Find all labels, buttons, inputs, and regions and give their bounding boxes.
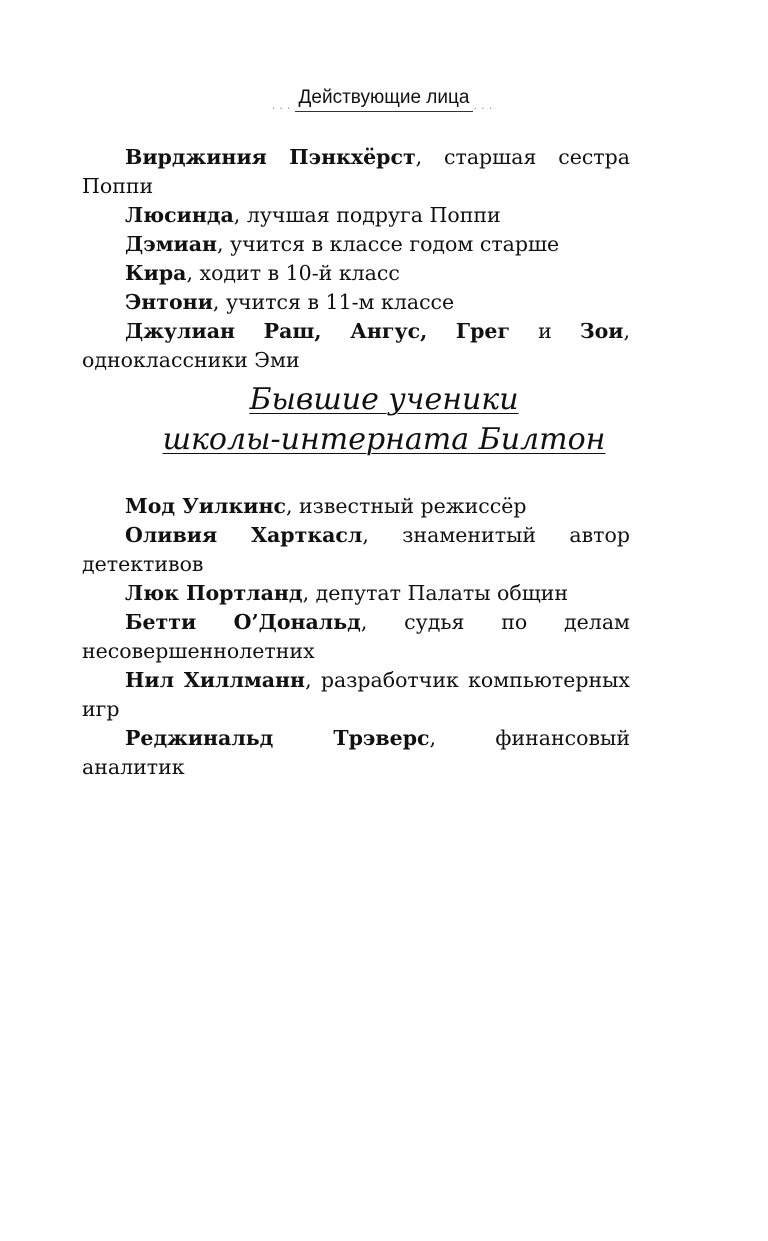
alumni-name: Реджинальд Трэверс: [125, 726, 430, 750]
alumni-description: , знаменитый автор детективов: [82, 523, 630, 576]
alumni-description: , депутат Палаты общин: [302, 581, 569, 605]
character-description: , ходит в 10-й класс: [186, 261, 400, 285]
alumni-name: Нил Хиллманн: [125, 668, 306, 692]
running-head-title: Действующие лица: [295, 86, 474, 112]
cast-list: [82, 143, 630, 375]
cast-entry: [82, 230, 630, 259]
section-heading: [0, 380, 768, 460]
cast-entry: [82, 288, 630, 317]
cast-entry: [82, 143, 630, 201]
alumni-description: , финансовый аналитик: [82, 726, 631, 779]
character-description: , лучшая подруга Поппи: [233, 203, 501, 227]
alumni-name: Мод Уилкинс: [125, 494, 286, 518]
alumni-entry: [82, 724, 630, 782]
alumni-entry: [82, 492, 630, 521]
character-description: , учится в классе годом старше: [217, 232, 560, 256]
alumni-entry: [82, 608, 630, 666]
classmates-names: Джулиан Раш, Ангус, Грег: [125, 319, 511, 343]
classmate-name: Зои: [579, 319, 624, 343]
alumni-list: [82, 492, 630, 782]
character-name: Вирджиния Пэнкхёрст: [125, 145, 416, 169]
alumni-description: , известный режиссёр: [285, 494, 527, 518]
alumni-name: Люк Портланд: [125, 581, 303, 605]
cast-entry-classmates: [82, 317, 630, 375]
alumni-entry: [82, 666, 630, 724]
alumni-entry: [82, 521, 630, 579]
character-name: Люсинда: [125, 203, 234, 227]
character-description: , старшая сестра Поппи: [82, 145, 630, 198]
cast-entry: [82, 259, 630, 288]
section-heading-line-1: Бывшие ученики: [249, 382, 519, 417]
alumni-description: , разработчик компьютерных игр: [82, 668, 630, 721]
running-head-dots-left: ...: [271, 97, 295, 112]
character-description: , учится в 11-м классе: [212, 290, 455, 314]
classmates-description: , одноклассники Эми: [82, 319, 631, 372]
conjunction: и: [510, 319, 580, 343]
character-name: Кира: [125, 261, 187, 285]
running-head: [0, 86, 768, 112]
cast-entry: [82, 201, 630, 230]
character-name: Энтони: [125, 290, 213, 314]
alumni-name: Оливия Харткасл: [125, 523, 363, 547]
running-head-dots-right: ...: [473, 97, 497, 112]
section-heading-line-2: школы-интерната Билтон: [162, 422, 606, 457]
alumni-description: , судья по делам несовершеннолетних: [82, 610, 630, 663]
alumni-name: Бетти О’Дональд: [125, 610, 361, 634]
character-name: Дэмиан: [125, 232, 218, 256]
alumni-entry: [82, 579, 630, 608]
